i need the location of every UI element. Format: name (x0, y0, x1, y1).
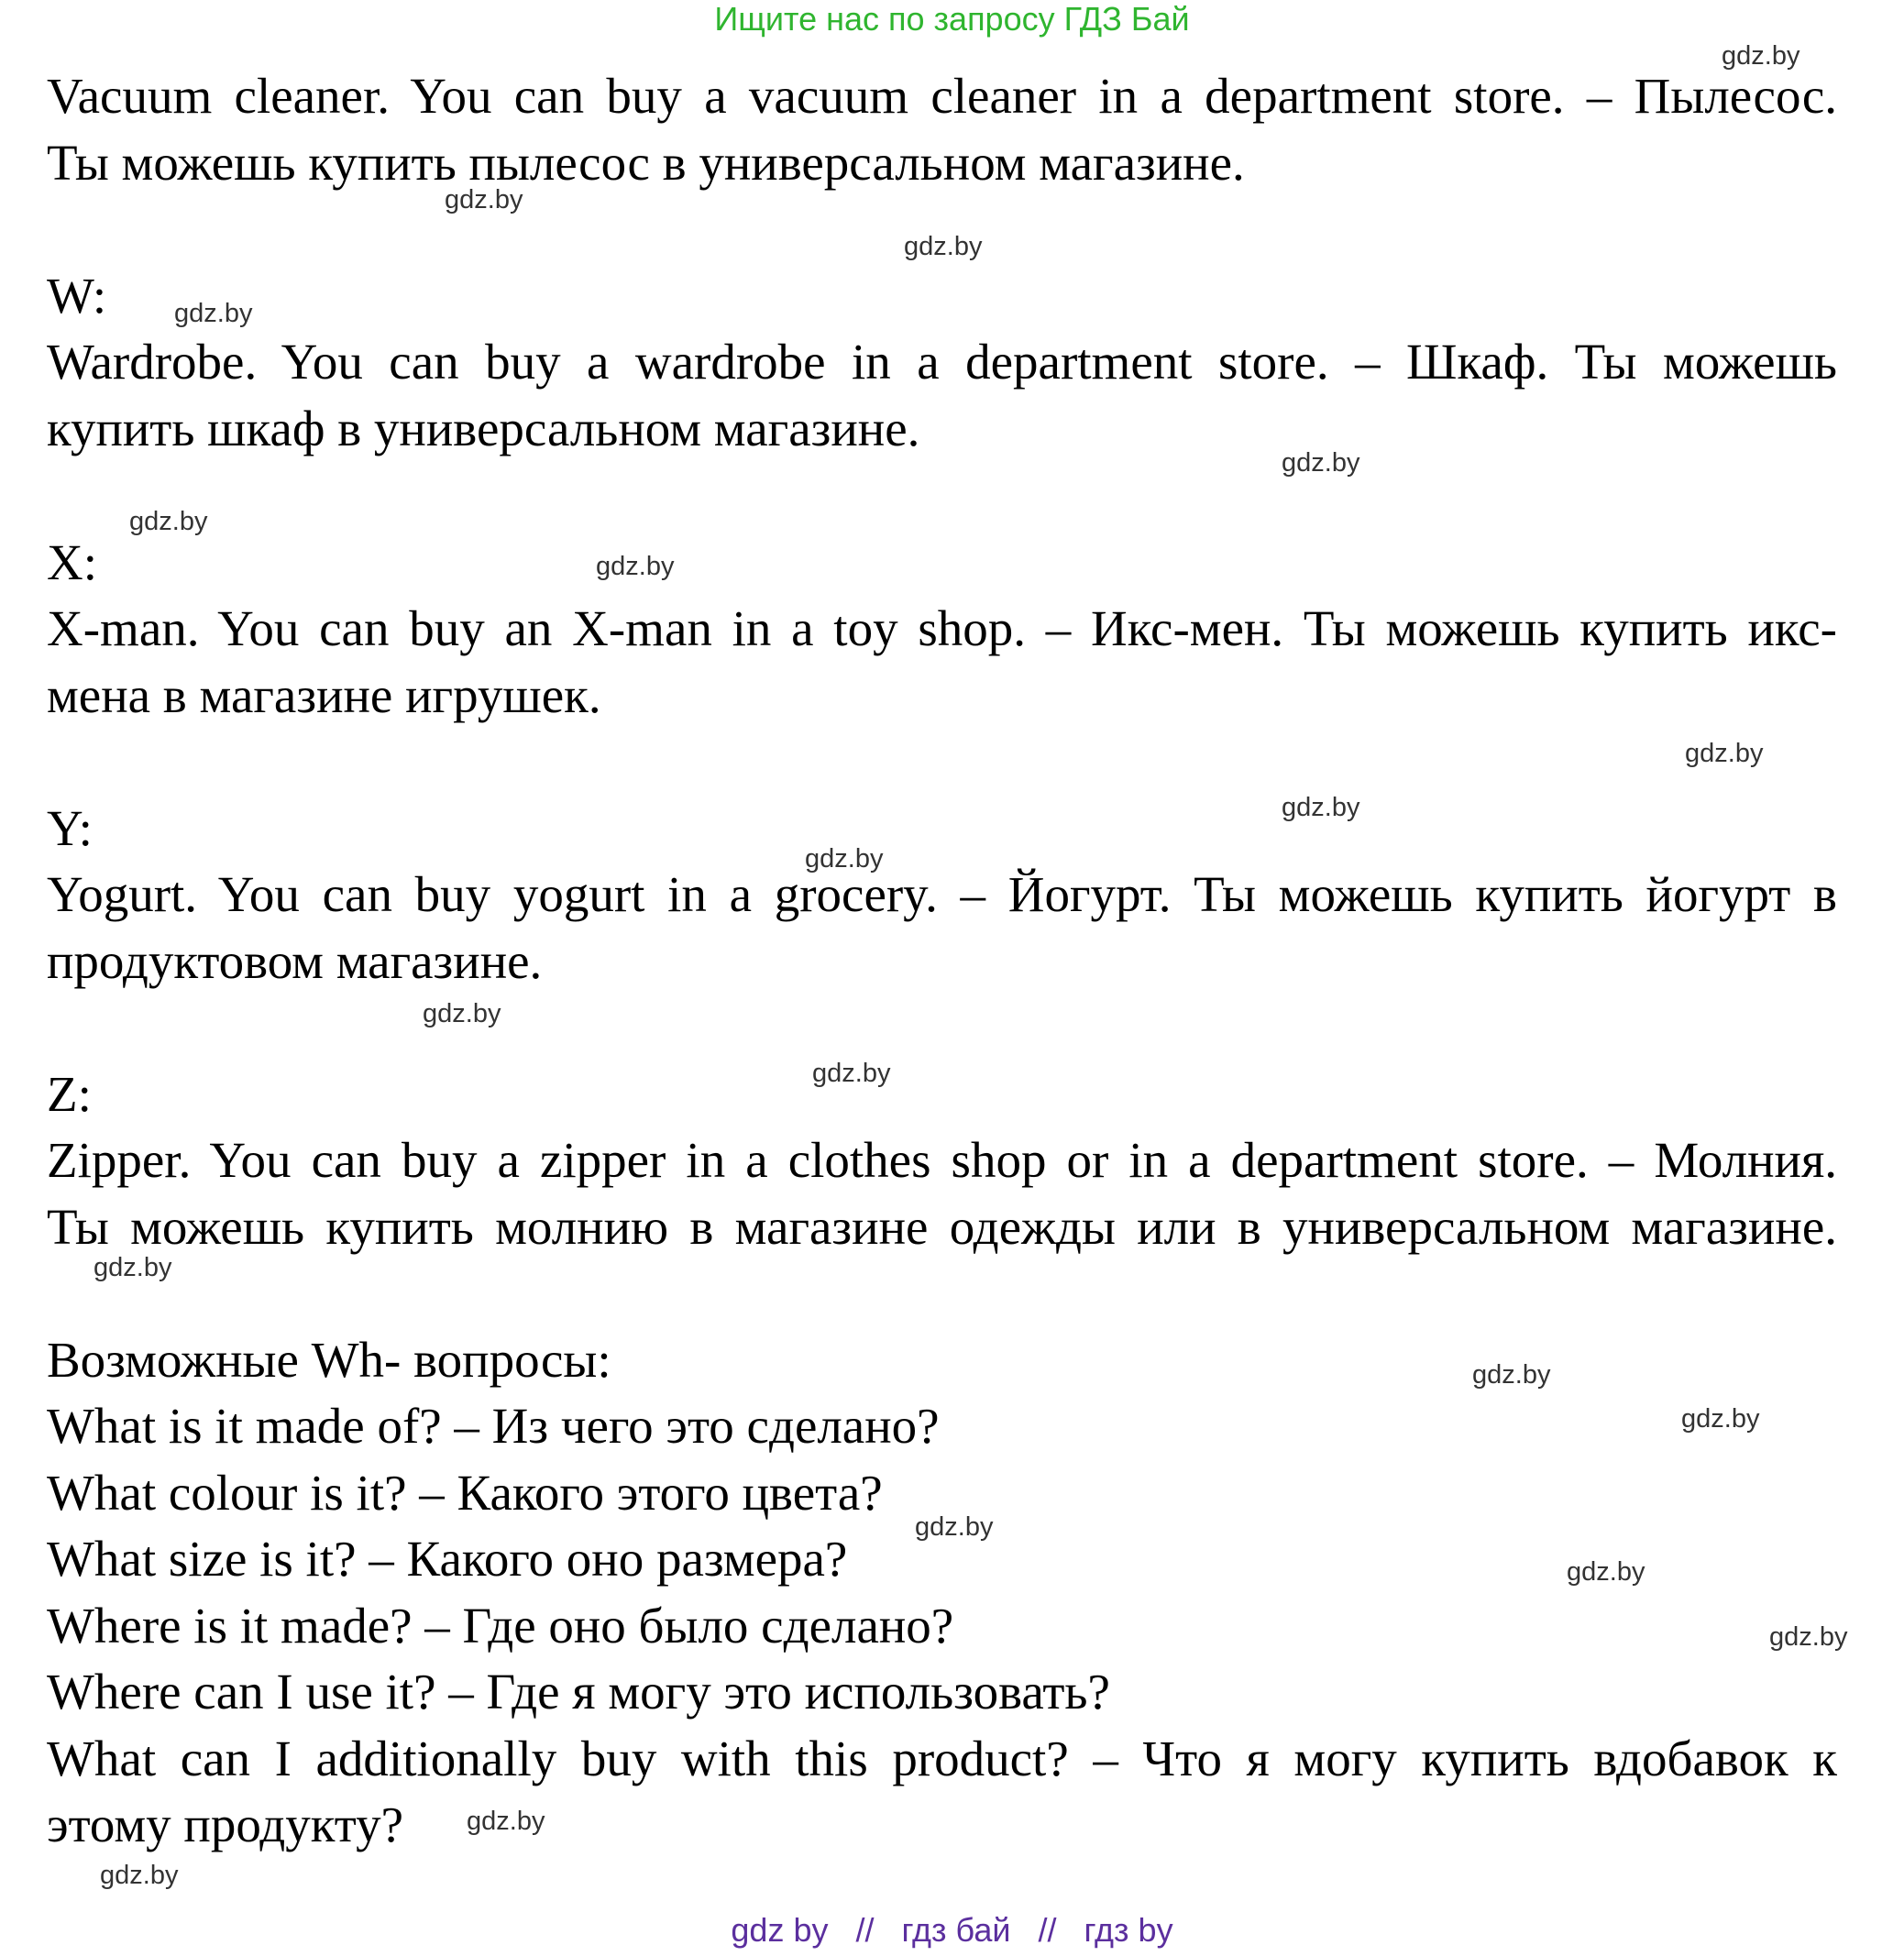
watermark: gdz.by (915, 1512, 994, 1542)
watermark: gdz.by (805, 844, 884, 874)
question-item: What can I additionally buy with this product? – Что я могу купить вдобавок к (47, 1731, 1837, 1786)
entry-x-letter: X: (47, 534, 97, 590)
watermark: gdz.by (174, 299, 253, 328)
entry-z-line2: Ты можешь купить молнию в магазине одежды или в универсальном магазине. (47, 1199, 1837, 1255)
entry-w-letter: W: (47, 268, 107, 324)
watermark: gdz.by (1472, 1360, 1551, 1390)
question-item: Where can I use it? – Где я могу это использовать? (47, 1664, 1110, 1720)
entry-y-line1: Yogurt. You can buy yogurt in a grocery. – Йогурт. Ты можешь купить йогурт в (47, 866, 1837, 922)
watermark: gdz.by (445, 185, 523, 214)
entry-z-line1: Zipper. You can buy a zipper in a clothes shop or in a department store. – Молния. (47, 1132, 1837, 1188)
watermark: gdz.by (1685, 739, 1764, 768)
entry-y-letter: Y: (47, 800, 93, 856)
watermark: gdz.by (94, 1253, 172, 1282)
question-item: этому продукту? (47, 1797, 403, 1852)
entry-x-line2: мена в магазине игрушек. (47, 667, 601, 723)
watermark: gdz.by (904, 232, 983, 261)
entry-y-line2: продуктовом магазине. (47, 933, 543, 989)
footer-separator: // (855, 1911, 875, 1949)
question-item: What is it made of? – Из чего это сделано? (47, 1398, 940, 1454)
questions-heading: Возможные Wh- вопросы: (47, 1332, 611, 1388)
site-banner[interactable]: Ищите нас по запросу ГДЗ Бай (714, 0, 1190, 38)
watermark: gdz.by (1567, 1557, 1645, 1587)
question-item: What size is it? – Какого оно размера? (47, 1531, 848, 1587)
watermark: gdz.by (1282, 793, 1360, 822)
question-item: What colour is it? – Какого этого цвета? (47, 1465, 883, 1521)
question-item: Where is it made? – Где оно было сделано? (47, 1598, 954, 1654)
footer-link-gdz-by-cyr[interactable]: гдз by (1084, 1911, 1173, 1949)
entry-v-line1: Vacuum cleaner. You can buy a vacuum cleaner in a department store. – Пылесос. (47, 68, 1837, 124)
footer-link-gdz-by[interactable]: gdz by (731, 1911, 829, 1949)
footer-separator: // (1038, 1911, 1057, 1949)
footer-links (0, 1911, 1904, 1950)
watermark: gdz.by (1769, 1622, 1848, 1652)
watermark: gdz.by (596, 552, 675, 581)
entry-w-line1: Wardrobe. You can buy a wardrobe in a department store. – Шкаф. Ты можешь (47, 334, 1837, 390)
watermark: gdz.by (100, 1861, 179, 1890)
watermark: gdz.by (467, 1807, 545, 1836)
entry-v-line2: Ты можешь купить пылесос в универсальном магазине. (47, 135, 1245, 191)
entry-w-line2: купить шкаф в универсальном магазине. (47, 401, 920, 456)
watermark: gdz.by (1722, 41, 1800, 71)
watermark: gdz.by (129, 507, 208, 536)
watermark: gdz.by (423, 999, 501, 1028)
watermark: gdz.by (812, 1059, 891, 1088)
entry-z-letter: Z: (47, 1066, 92, 1122)
footer-link-gdz-bai[interactable]: гдз бай (901, 1911, 1011, 1949)
watermark: gdz.by (1681, 1404, 1760, 1434)
watermark: gdz.by (1282, 448, 1360, 478)
entry-x-line1: X-man. You can buy an X-man in a toy shop. – Икс-мен. Ты можешь купить икс- (47, 600, 1837, 656)
